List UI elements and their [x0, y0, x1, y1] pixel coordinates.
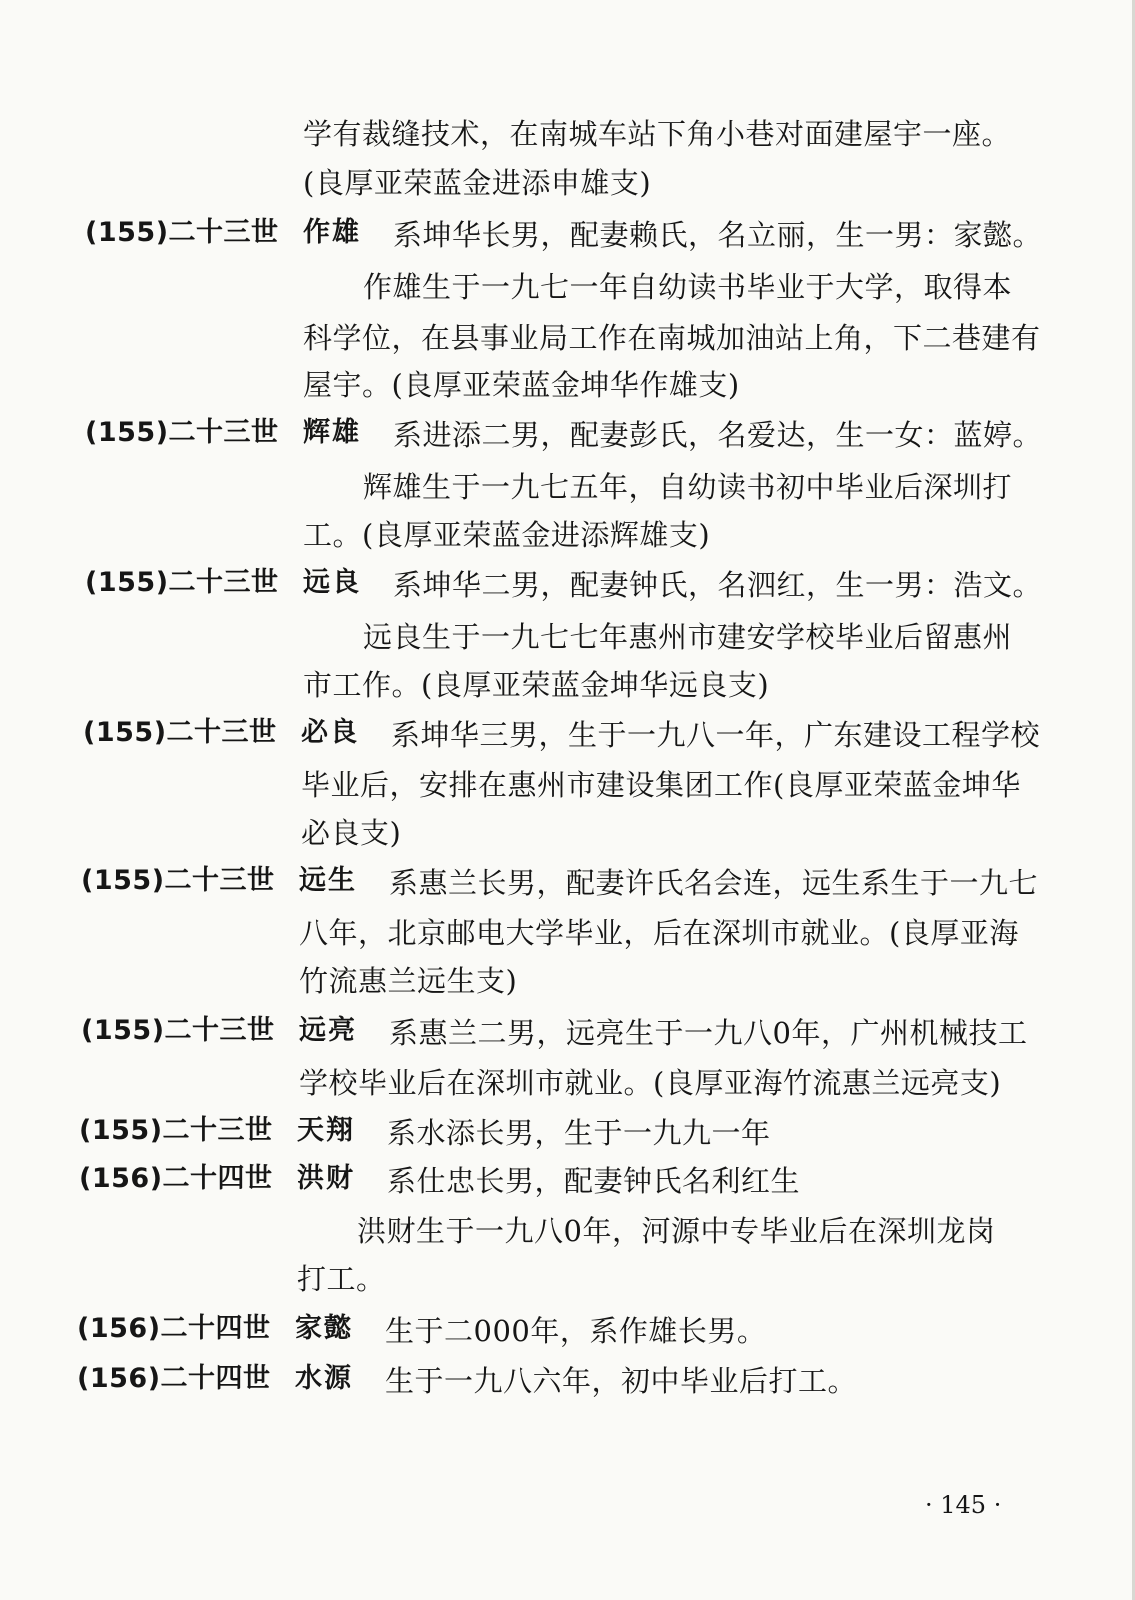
text-line: 必良支): [301, 816, 402, 850]
text-line: 科学位，在县事业局工作在南城加油站上角，下二巷建有: [303, 321, 1041, 355]
text-line: 系坤华长男，配妻赖氏，名立丽，生一男：家懿。: [393, 218, 1043, 252]
page-number: · 145 ·: [925, 1491, 1002, 1519]
text-line: 系惠兰二男，远亮生于一九八0年，广州机械技工: [389, 1016, 1028, 1050]
person-name: 作雄: [303, 217, 361, 248]
person-name: 远亮: [299, 1015, 357, 1046]
person-name: 必良: [301, 717, 359, 748]
person-name: 天翔: [297, 1115, 355, 1146]
generation-label: (155)二十三世: [81, 1015, 275, 1046]
text-line: 作雄生于一九七一年自幼读书毕业于大学，取得本: [363, 270, 1013, 304]
generation-label: (155)二十三世: [85, 217, 279, 248]
text-line: 工。(良厚亚荣蓝金进添辉雄支): [303, 518, 711, 552]
text-line: 市工作。(良厚亚荣蓝金坤华远良支): [303, 668, 770, 702]
text-line: 生于一九八六年，初中毕业后打工。: [385, 1364, 858, 1398]
generation-label: (155)二十三世: [79, 1115, 273, 1146]
person-name: 远生: [299, 865, 357, 896]
generation-label: (155)二十三世: [83, 717, 277, 748]
text-line: 毕业后，安排在惠州市建设集团工作(良厚亚荣蓝金坤华: [301, 768, 1021, 802]
person-name: 家懿: [295, 1313, 353, 1344]
text-line: 屋宇。(良厚亚荣蓝金坤华作雄支): [303, 368, 740, 402]
generation-label: (155)二十三世: [85, 417, 279, 448]
text-line: 辉雄生于一九七五年，自幼读书初中毕业后深圳打: [363, 470, 1013, 504]
text-line: 系惠兰长男，配妻许氏名会连，远生系生于一九七: [389, 866, 1039, 900]
person-name: 洪财: [297, 1163, 355, 1194]
generation-label: (156)二十四世: [79, 1163, 273, 1194]
generation-label: (156)二十四世: [77, 1313, 271, 1344]
generation-label: (155)二十三世: [85, 567, 279, 598]
text-line: 学校毕业后在深圳市就业。(良厚亚海竹流惠兰远亮支): [299, 1066, 1002, 1100]
person-name: 远良: [303, 567, 361, 598]
text-line: 系坤华三男，生于一九八一年，广东建设工程学校: [391, 718, 1041, 752]
text-line: 八年，北京邮电大学毕业，后在深圳市就业。(良厚亚海: [299, 916, 1019, 950]
person-name: 水源: [295, 1363, 353, 1394]
text-line: 打工。: [297, 1262, 386, 1296]
person-name: 辉雄: [303, 417, 361, 448]
text-line: 系坤华二男，配妻钟氏，名泗红，生一男：浩文。: [393, 568, 1043, 602]
generation-label: (156)二十四世: [77, 1363, 271, 1394]
text-line: (良厚亚荣蓝金进添申雄支): [303, 166, 652, 200]
text-line: 竹流惠兰远生支): [299, 964, 518, 998]
text-line: 洪财生于一九八0年，河源中专毕业后在深圳龙岗: [357, 1214, 996, 1248]
text-line: 学有裁缝技术，在南城车站下角小巷对面建屋宇一座。: [303, 117, 1012, 151]
text-line: 生于二000年，系作雄长男。: [385, 1314, 767, 1348]
text-line: 远良生于一九七七年惠州市建安学校毕业后留惠州: [363, 620, 1013, 654]
generation-label: (155)二十三世: [81, 865, 275, 896]
text-line: 系水添长男，生于一九九一年: [387, 1116, 771, 1150]
text-line: 系仕忠长男，配妻钟氏名利红生: [387, 1164, 801, 1198]
text-line: 系进添二男，配妻彭氏，名爱达，生一女：蓝婷。: [393, 418, 1043, 452]
